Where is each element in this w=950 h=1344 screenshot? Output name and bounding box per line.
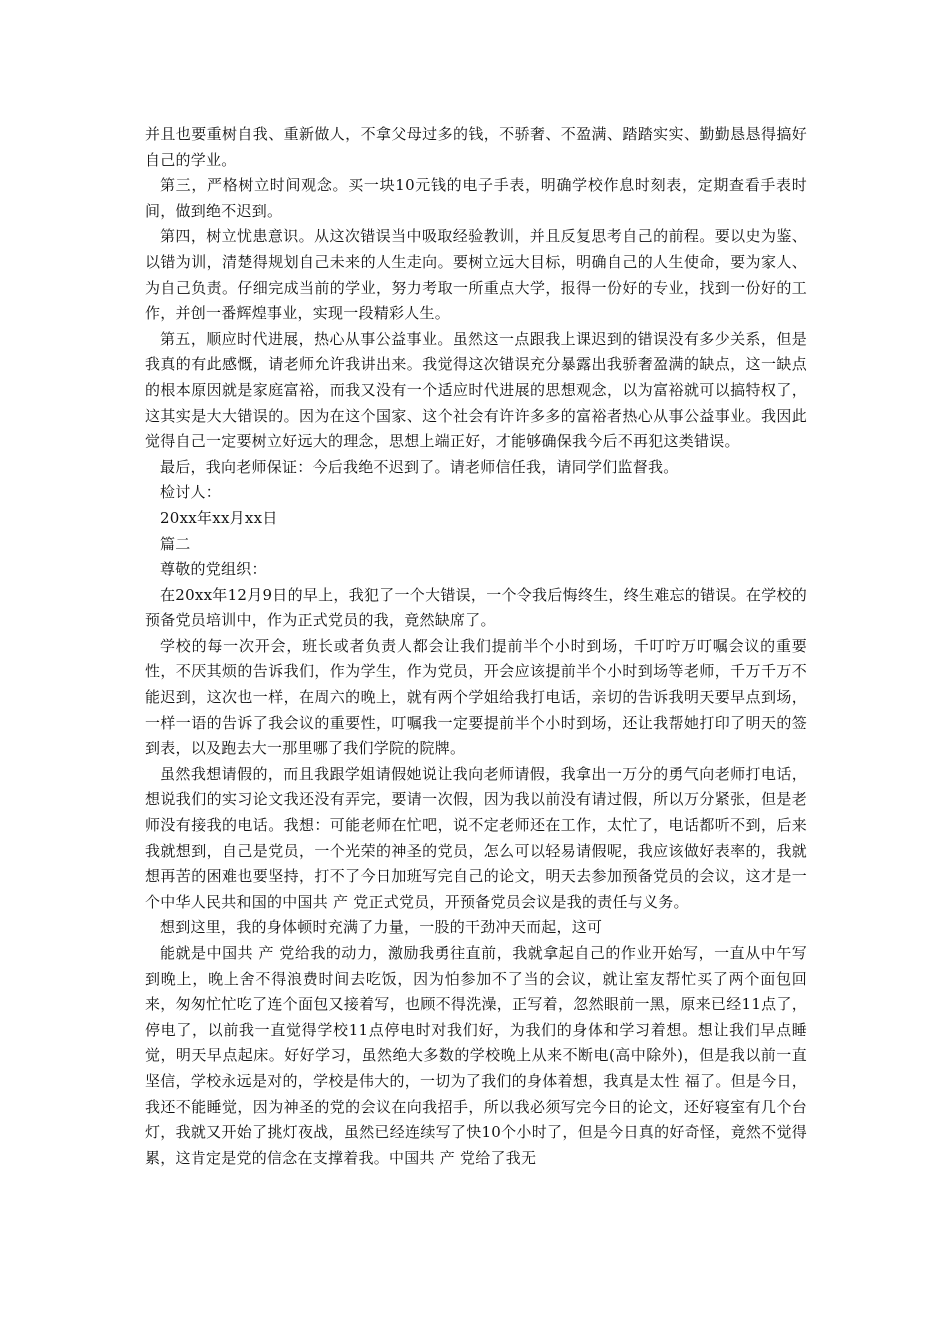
signature-date: 20xx年xx月xx日 — [160, 508, 278, 527]
paragraph-point-four: 第四，树立忧患意识。从这次错误当中吸取经验教训，并且反复思考自己的前程。要以史为鉴、以错为训，清楚得规划自己未来的人生走向。要树立远大目标，明确自己的人生使命，要为家人、为自己负责。仔细完成当前的学业，努力考取一所重点大学，报得一份好的专业，找到一份好的工作，并创一番辉煌事业，实现一段精彩人生。 — [145, 227, 807, 323]
paragraph-motivation: 想到这里，我的身体顿时充满了力量，一股的干劲冲天而起，这可 — [160, 918, 603, 937]
paragraph-closing-pledge: 最后，我向老师保证：今后我绝不迟到了。请老师信任我，请同学们监督我。 — [160, 457, 679, 476]
paragraph-night-study: 能就是中国共 产 党给我的动力，激励我勇往直前，我就拿起自己的作业开始写，一直从中午写到晚上，晚上舍不得浪费时间去吃饭，因为怕参加不了当的会议，就让室友帮忙买了两个面包回来，匆匆忙忙吃了连个面包又接着写，也顾不得洗澡，正写着，忽然眼前一黑，原来已经11点了，停电了，以前我一直觉得学校11点停电时对我们好，为我们的身体和学习着想。想让我们早点睡觉，明天早点起床。好好学习，虽然绝大多数的学校晚上从来不断电(高中除外)，但是我以前一直坚信，学校永远是对的，学校是伟大的，一切为了我们的身体着想，我真是太性 福了。但是今日，我还不能睡觉，因为神圣的党的会议在向我招手，所以我必须写完今日的论文，还好寝室有几个台灯，我就又开始了挑灯夜战，虽然已经连续写了快10个小时了，但是今日真的好奇怪，竟然不觉得累，这肯定是党的信念在支撑着我。中国共 产 党给了我无 — [145, 944, 807, 1167]
paragraph-meeting-rules: 学校的每一次开会，班长或者负责人都会让我们提前半个小时到场，千叮咛万叮嘱会议的重要性，不厌其烦的告诉我们，作为学生，作为党员，开会应该提前半个小时到场等老师，千万千万不能迟到，这次也一样，在周六的晚上，就有两个学姐给我打电话，亲切的告诉我明天要早点到场，一样一语的告诉了我会议的重要性，叮嘱我一定要提前半个小时到场，还让我帮她打印了明天的签到表，以及跑去大一那里哪了我们学院的院牌。 — [145, 636, 807, 758]
paragraph-incident: 在20xx年12月9日的早上，我犯了一个大错误，一个令我后悔终生，终生难忘的错误。在学校的预备党员培训中，作为正式党员的我，竟然缺席了。 — [145, 585, 807, 630]
salutation: 尊敬的党组织： — [160, 560, 267, 579]
section-heading: 篇二 — [160, 534, 191, 553]
paragraph-point-three: 第三，严格树立时间观念。买一块10元钱的电子手表，明确学校作息时刻表，定期查看手表时间，做到绝不迟到。 — [145, 176, 807, 220]
document-body — [145, 122, 807, 1171]
paragraph-continuation: 并且也要重树自我、重新做人，不拿父母过多的钱，不骄奢、不盈满、踏踏实实、勤勤恳恳得搞好自己的学业。 — [145, 125, 807, 169]
signature-label: 检讨人： — [160, 483, 222, 502]
paragraph-point-five: 第五，顺应时代进展，热心从事公益事业。虽然这一点跟我上课迟到的错误没有多少关系，但是我真的有此感慨，请老师允许我讲出来。我觉得这次错误充分暴露出我骄奢盈满的缺点，这一缺点的根本原因就是家庭富裕，而我又没有一个适应时代进展的思想观念，以为富裕就可以搞特权了，这其实是大大错误的。因为在这个国家、这个社会有许许多多的富裕者热心从事公益事业。我因此觉得自己一定要树立好远大的理念，思想上端正好，才能够确保我今后不再犯这类错误。 — [145, 329, 807, 451]
paragraph-leave-request: 虽然我想请假的，而且我跟学姐请假她说让我向老师请假，我拿出一万分的勇气向老师打电话，想说我们的实习论文我还没有弄完，要请一次假，因为我以前没有请过假，所以万分紧张，但是老师没有接我的电话。我想：可能老师在忙吧，说不定老师还在工作，太忙了，电话都听不到，后来我就想到，自己是党员，一个光荣的神圣的党员，怎么可以轻易请假呢，我应该做好表率的，我就想再苦的困难也要坚持，打不了今日加班写完自己的论文，明天去参加预备党员的会议，这才是一个中华人民共和国的中国共 产 党正式党员，开预备党员会议是我的责任与义务。 — [145, 764, 807, 911]
